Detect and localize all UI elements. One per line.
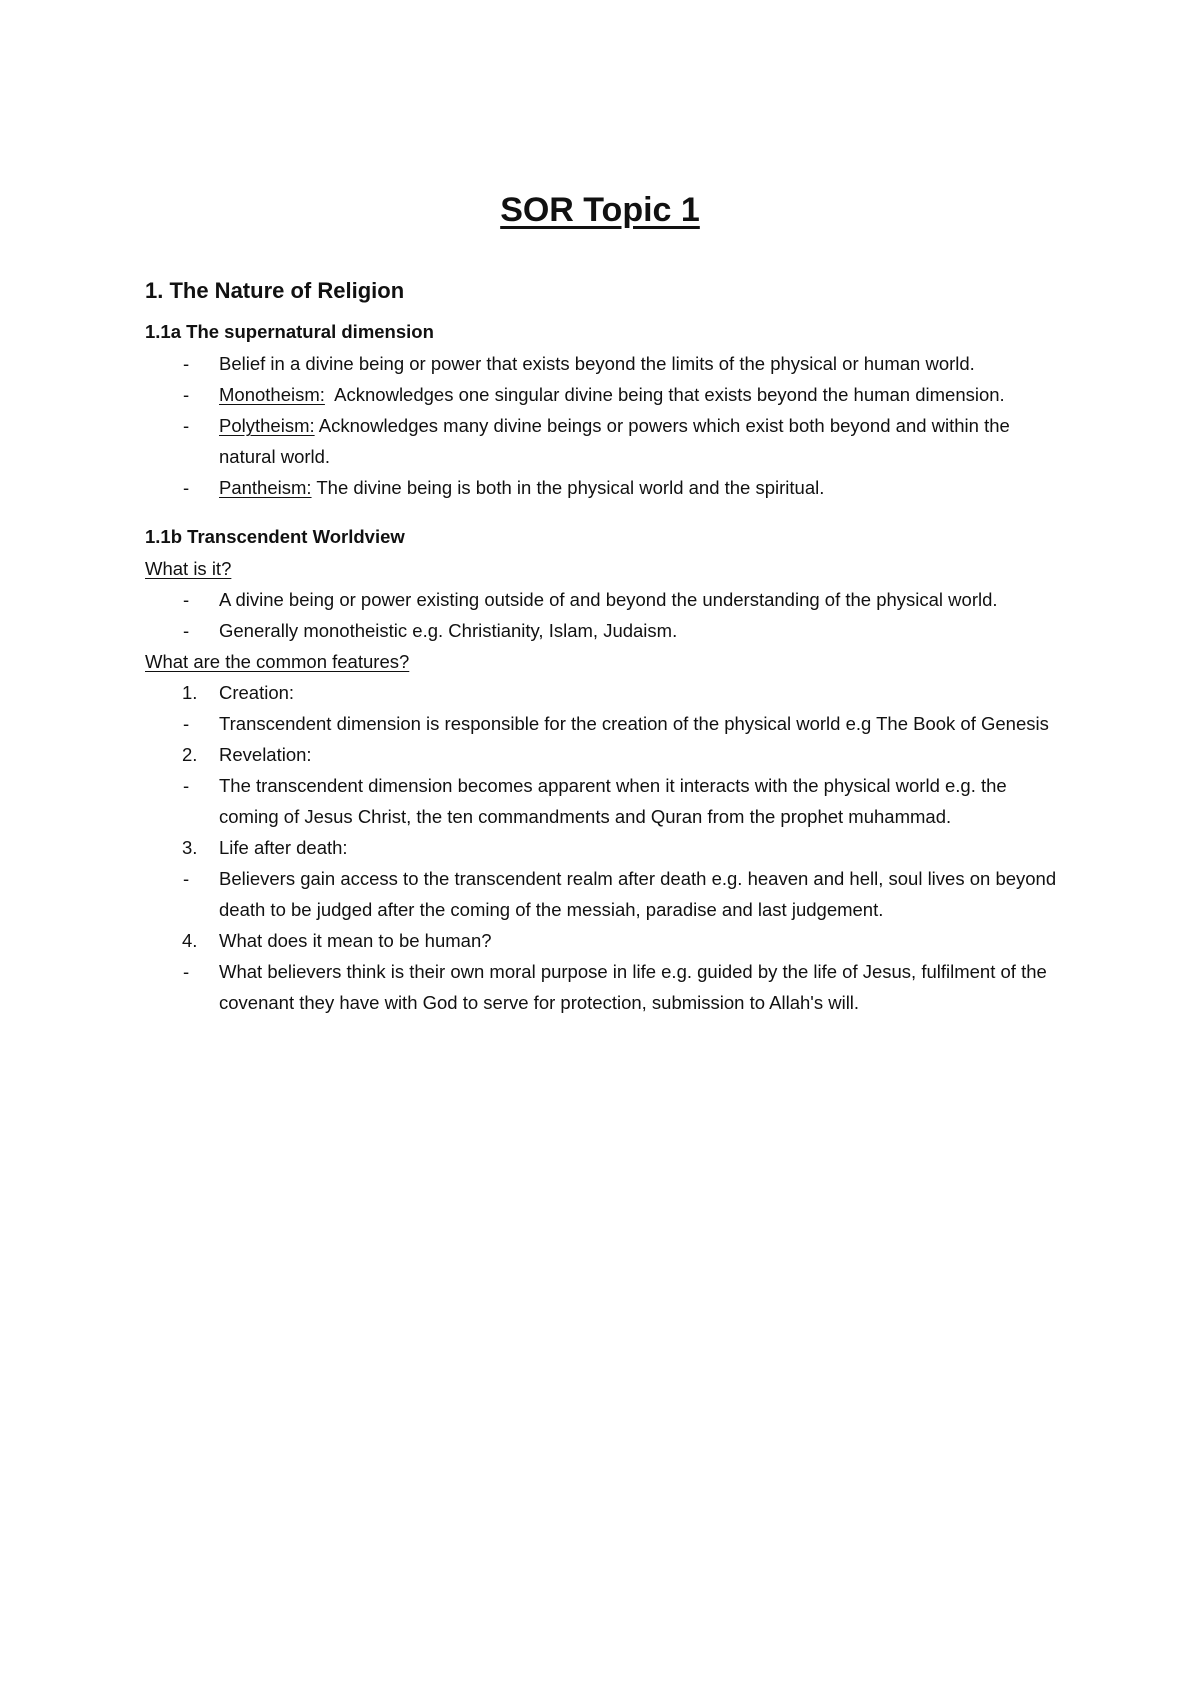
list-item-text: Belief in a divine being or power that exists beyond the limits of the physical or human world.	[219, 353, 975, 374]
list-item	[145, 770, 1065, 832]
bullet-marker: -	[183, 384, 190, 405]
number-marker: 4.	[182, 930, 198, 951]
list-item-text: The divine being is both in the physical world and the spiritual.	[311, 477, 825, 498]
bullet-marker: -	[183, 961, 190, 982]
document-body	[145, 276, 1065, 1018]
question-label: What is it?	[145, 558, 232, 579]
list-item-text: Life after death:	[219, 837, 348, 858]
list-item-text: Revelation:	[219, 744, 312, 765]
list-item	[145, 956, 1065, 1018]
list-item-text: Believers gain access to the transcendent realm after death e.g. heaven and hell, soul lives on beyond death to be judged after the coming of the messiah, paradise and last judgement.	[219, 868, 1057, 920]
bullet-marker: -	[183, 713, 190, 734]
list-item-text: Acknowledges many divine beings or powers which exist both beyond and within the natural world.	[219, 415, 1015, 467]
page-title: SOR Topic 1	[500, 191, 700, 229]
number-marker: 3.	[182, 837, 198, 858]
list-item-text: Creation:	[219, 682, 295, 703]
term-label: Polytheism:	[219, 415, 315, 436]
list-item	[145, 348, 1065, 379]
list-item	[145, 584, 1065, 615]
number-marker: 2.	[182, 744, 198, 765]
list-item-text: What believers think is their own moral purpose in life e.g. guided by the life of Jesus, fulfilment of the covenant they have with God to serve for protection, submission to Allah's will.	[219, 961, 1047, 1013]
bullet-marker: -	[183, 415, 190, 436]
list-item	[145, 863, 1065, 925]
bullet-marker: -	[183, 775, 190, 796]
bullet-marker: -	[183, 589, 190, 610]
number-marker: 1.	[182, 682, 198, 703]
subsection-heading-supernatural: 1.1a The supernatural dimension	[145, 321, 434, 342]
bullet-marker: -	[183, 477, 190, 498]
list-item	[145, 472, 1065, 503]
numbered-item	[145, 925, 1065, 956]
term-label: Pantheism:	[219, 477, 312, 498]
list-item	[145, 615, 1065, 646]
subsection-heading-transcendent: 1.1b Transcendent Worldview	[145, 526, 405, 547]
list-item-text: Generally monotheistic e.g. Christianity, Islam, Judaism.	[219, 620, 678, 641]
bullet-marker: -	[183, 620, 190, 641]
list-item-text: The transcendent dimension becomes apparent when it interacts with the physical world e.g. the coming of Jesus Christ, the ten commandments and Quran from the prophet muhammad.	[219, 775, 1007, 827]
list-item	[145, 410, 1065, 472]
list-item	[145, 708, 1065, 739]
bullet-marker: -	[183, 353, 190, 374]
list-item	[145, 379, 1065, 410]
list-item-text: Acknowledges one singular divine being that exists beyond the human dimension.	[324, 384, 1005, 405]
question-label: What are the common features?	[145, 651, 410, 672]
list-item-text: What does it mean to be human?	[219, 930, 492, 951]
numbered-item	[145, 677, 1065, 708]
numbered-item	[145, 739, 1065, 770]
list-item-text: A divine being or power existing outside of and beyond the understanding of the physical world.	[219, 589, 998, 610]
numbered-item	[145, 832, 1065, 863]
term-label: Monotheism:	[219, 384, 325, 405]
list-item-text: Transcendent dimension is responsible for the creation of the physical world e.g The Book of Genesis	[219, 713, 1049, 734]
bullet-marker: -	[183, 868, 190, 889]
section-heading: 1. The Nature of Religion	[145, 278, 405, 303]
